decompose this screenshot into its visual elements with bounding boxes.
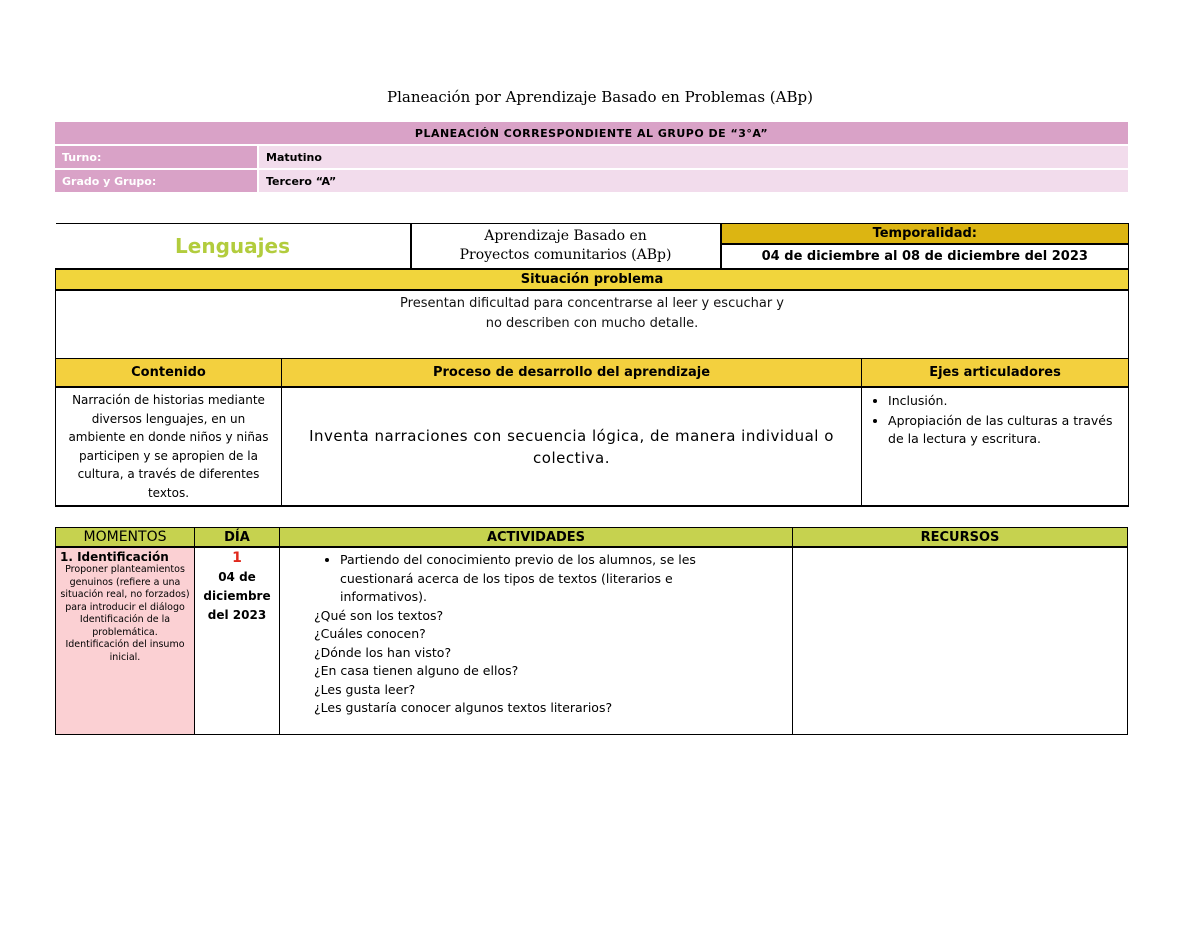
actividades-header: ACTIVIDADES bbox=[280, 528, 793, 548]
activities-table bbox=[55, 527, 1128, 735]
recursos-cell bbox=[793, 547, 1128, 735]
dia-header: DÍA bbox=[195, 528, 280, 548]
dia-date-line-1: 04 de bbox=[218, 570, 256, 584]
contenido-header: Contenido bbox=[56, 359, 282, 388]
grado-value: Tercero “A” bbox=[258, 169, 1128, 192]
turno-value: Matutino bbox=[258, 145, 1128, 169]
proceso-header: Proceso de desarrollo del aprendizaje bbox=[282, 359, 862, 388]
ejes-list bbox=[870, 392, 1120, 448]
pregunta: ¿Cuáles conocen? bbox=[314, 626, 426, 641]
abp-line-1: Aprendizaje Basado en bbox=[484, 228, 647, 244]
actividades-cell bbox=[280, 547, 793, 735]
recursos-header: RECURSOS bbox=[793, 528, 1128, 548]
contenido-text: Narración de historias mediante diversos lenguajes, en un ambiente en donde niños y niñas participen y se apropien de la cultura, a través de diferentes textos. bbox=[56, 387, 282, 506]
situacion-line-2: no describen con mucho detalle. bbox=[485, 316, 699, 331]
momento-title: 1. Identificación bbox=[60, 550, 169, 564]
actividad-item: • Partiendo del conocimiento previo de los alumnos, se les cuestionará acerca de los tipos de textos (literarios e informativos). bbox=[340, 551, 758, 607]
group-header-table bbox=[55, 122, 1128, 192]
group-heading: PLANEACIÓN CORRESPONDIENTE AL GRUPO DE “3°A” bbox=[55, 122, 1128, 145]
document-title: Planeación por Aprendizaje Basado en Problemas (ABp) bbox=[387, 88, 813, 106]
proceso-text: Inventa narraciones con secuencia lógica, de manera individual o colectiva. bbox=[282, 387, 862, 506]
pregunta: ¿Dónde los han visto? bbox=[314, 644, 452, 660]
dia-number: 1 bbox=[232, 550, 242, 566]
momento-description: Proponer planteamientos genuinos (refiere a una situación real, no forzados) para introducir el diálogo Identificación de la problemática. Identificación del insumo inicial. bbox=[60, 564, 190, 663]
ejes-list-cell bbox=[862, 387, 1129, 506]
situacion-line-1: Presentan dificultad para concentrarse al leer y escuchar y bbox=[400, 296, 784, 311]
eje-item: • Apropiación de las culturas a través de la lectura y escritura. bbox=[888, 412, 1120, 448]
momento-cell bbox=[56, 547, 195, 735]
turno-label: Turno: bbox=[55, 145, 258, 169]
temporalidad-label: Temporalidad: bbox=[721, 224, 1129, 245]
dia-cell bbox=[195, 547, 280, 735]
dia-date-line-3: del 2023 bbox=[207, 608, 267, 622]
momentos-header: MOMENTOS bbox=[56, 528, 195, 548]
grado-label: Grado y Grupo: bbox=[55, 169, 258, 192]
pregunta: ¿En casa tienen alguno de ellos? bbox=[314, 663, 519, 678]
temporalidad-value: 04 de diciembre al 08 de diciembre del 2023 bbox=[721, 244, 1129, 269]
eje-item: • Inclusión. bbox=[888, 392, 1120, 410]
abp-methodology bbox=[411, 224, 721, 270]
pregunta: ¿Les gustaría conocer algunos textos literarios? bbox=[314, 700, 613, 715]
situacion-label: Situación problema bbox=[56, 269, 1129, 290]
dia-date-line-2: diciembre bbox=[203, 589, 271, 603]
abp-line-2: Proyectos comunitarios (ABp) bbox=[459, 247, 672, 263]
actividades-list bbox=[314, 551, 758, 607]
situacion-text bbox=[56, 290, 1129, 359]
campo-formativo: Lenguajes bbox=[56, 224, 411, 270]
pregunta: ¿Qué son los textos? bbox=[314, 607, 444, 623]
ejes-header: Ejes articuladores bbox=[862, 359, 1129, 388]
pregunta: ¿Les gusta leer? bbox=[314, 681, 416, 697]
planning-table bbox=[55, 223, 1129, 507]
